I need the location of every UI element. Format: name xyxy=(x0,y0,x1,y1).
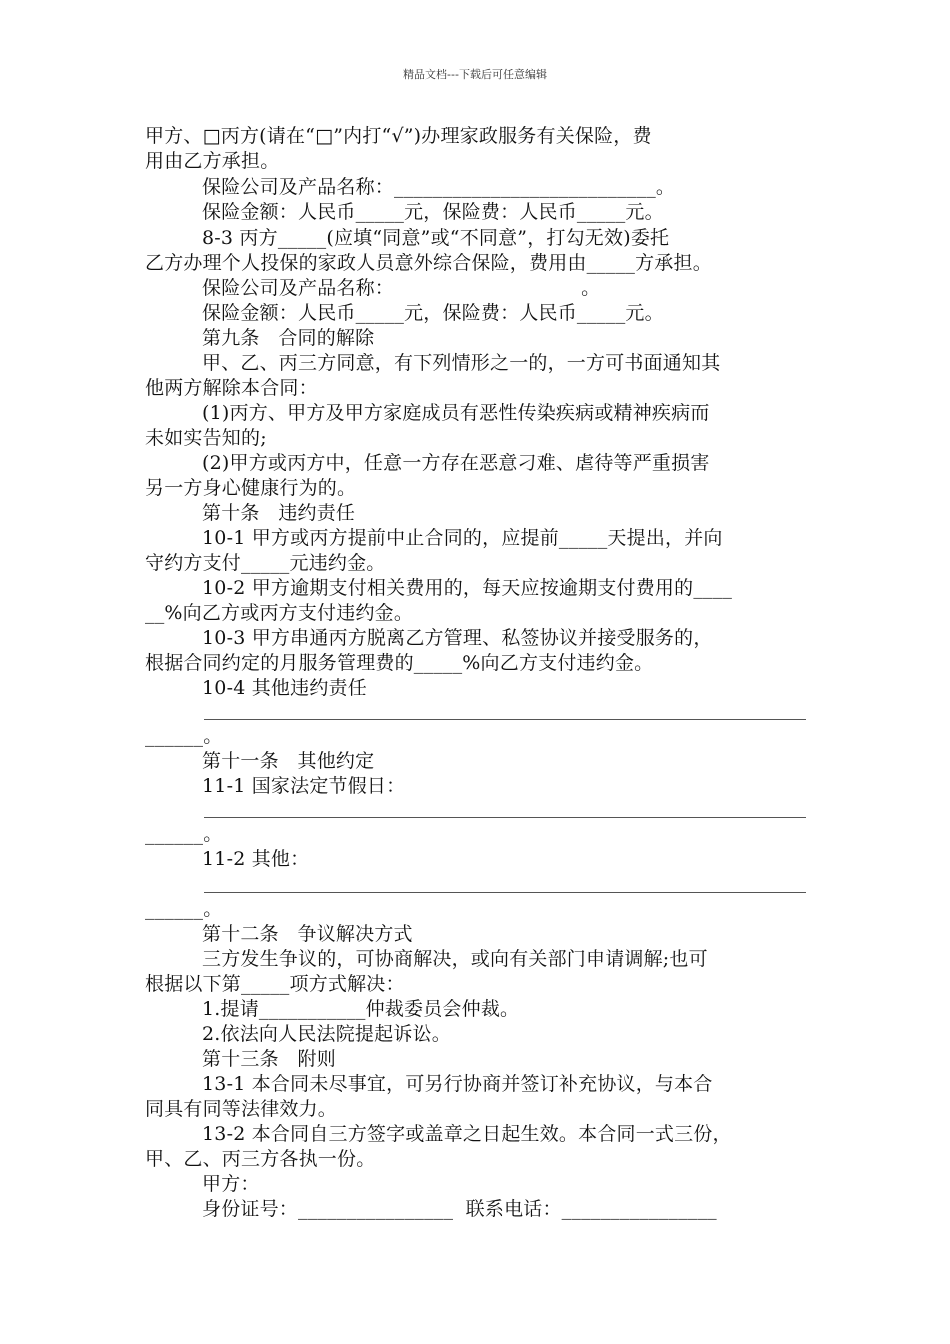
text-line: 11-2 其他： xyxy=(202,848,310,870)
page-header: 精品文档---下载后可任意编辑 xyxy=(403,68,547,81)
signature-fields: 身份证号：________________ 联系电话：________________ xyxy=(202,1198,717,1220)
text-line: 保险公司及产品名称：___________________________。 xyxy=(202,176,676,198)
text-line: (2)甲方或丙方中，任意一方存在恶意刁难、虐待等严重损害 xyxy=(202,452,710,474)
text-line: 他两方解除本合同： xyxy=(145,377,318,399)
text-line: 保险金额：人民币_____元，保险费：人民币_____元。 xyxy=(202,302,664,324)
text-line: 甲方、□丙方(请在“□”内打“√”)办理家政服务有关保险，费 xyxy=(145,125,652,147)
text-line: 甲、乙、丙三方同意，有下列情形之一的，一方可书面通知其 xyxy=(202,352,721,374)
text-line: 1.提请___________仲裁委员会仲裁。 xyxy=(202,998,520,1020)
text-line: 10-1 甲方或丙方提前中止合同的，应提前_____天提出，并向 xyxy=(202,527,723,549)
text-line: 乙方办理个人投保的家政人员意外综合保险，费用由_____方承担。 xyxy=(145,252,712,274)
text-line: 10-3 甲方串通丙方脱离乙方管理、私签协议并接受服务的， xyxy=(202,627,713,649)
text-line: 甲、乙、丙三方各执一份。 xyxy=(145,1148,376,1170)
text-line: ______。 xyxy=(145,898,223,920)
text-line: 2.依法向人民法院提起诉讼。 xyxy=(202,1023,451,1045)
fill-in-line xyxy=(204,892,806,893)
text-line: ______。 xyxy=(145,725,223,747)
fill-in-line xyxy=(204,817,806,818)
section-heading: 第十三条 附则 xyxy=(202,1048,336,1070)
text-line: 根据以下第_____项方式解决： xyxy=(145,973,405,995)
text-line: 根据合同约定的月服务管理费的_____%向乙方支付违约金。 xyxy=(145,652,654,674)
section-heading: 第十条 违约责任 xyxy=(202,502,356,524)
text-line: (1)丙方、甲方及甲方家庭成员有恶性传染疾病或精神疾病而 xyxy=(202,402,710,424)
text-line: 保险公司及产品名称： 。 xyxy=(202,277,601,299)
fill-in-line xyxy=(204,719,806,720)
text-line: 同具有同等法律效力。 xyxy=(145,1098,338,1120)
text-line: 三方发生争议的，可协商解决，或向有关部门申请调解;也可 xyxy=(202,948,708,970)
text-line: 用由乙方承担。 xyxy=(145,150,280,172)
text-line: 13-1 本合同未尽事宜，可另行协商并签订补充协议，与本合 xyxy=(202,1073,713,1095)
text-line: 13-2 本合同自三方签字或盖章之日起生效。本合同一式三份， xyxy=(202,1123,732,1145)
text-line: 10-4 其他违约责任 xyxy=(202,677,367,699)
text-line: __%向乙方或丙方支付违约金。 xyxy=(145,602,414,624)
section-heading: 第九条 合同的解除 xyxy=(202,327,375,349)
signature-label: 甲方： xyxy=(202,1173,260,1195)
text-line: 守约方支付_____元违约金。 xyxy=(145,552,386,574)
section-heading: 第十二条 争议解决方式 xyxy=(202,923,413,945)
text-line: 10-2 甲方逾期支付相关费用的，每天应按逾期支付费用的____ xyxy=(202,577,733,599)
text-line: ______。 xyxy=(145,823,223,845)
text-line: 未如实告知的; xyxy=(145,427,267,449)
text-line: 11-1 国家法定节假日： xyxy=(202,775,406,797)
text-line: 保险金额：人民币_____元，保险费：人民币_____元。 xyxy=(202,201,664,223)
text-line: 另一方身心健康行为的。 xyxy=(145,477,357,499)
section-heading: 第十一条 其他约定 xyxy=(202,750,375,772)
text-line: 8-3 丙方_____(应填“同意”或“不同意”，打勾无效)委托 xyxy=(202,227,670,249)
